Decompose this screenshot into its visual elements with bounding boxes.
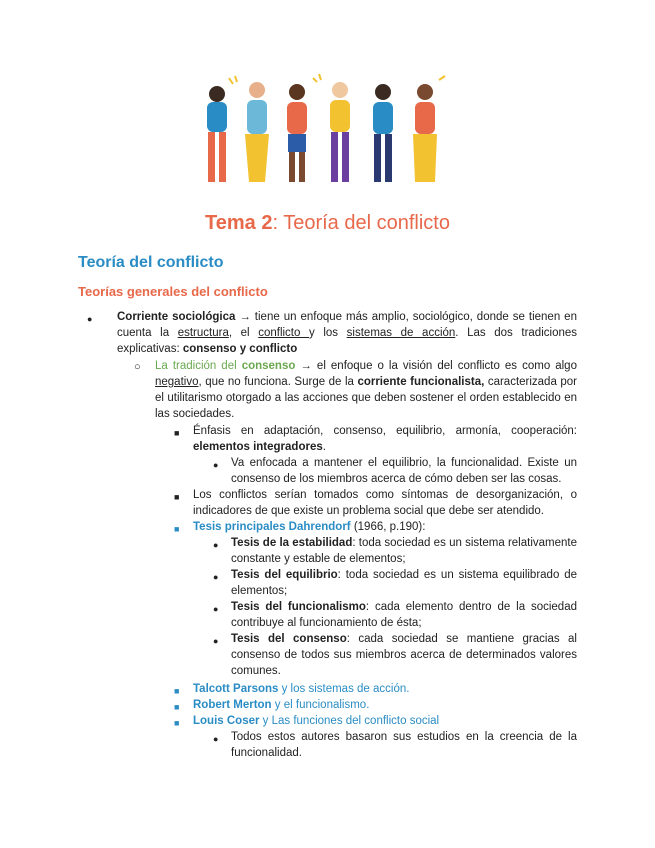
paragraph-merton: Robert Merton y el funcionalismo. (193, 699, 370, 711)
bullet-dot: ● (213, 734, 219, 744)
bullet-dot: ● (87, 314, 93, 324)
person-figure (413, 84, 437, 182)
bullet-dot: ● (213, 636, 219, 646)
bullet-square: ■ (174, 428, 180, 438)
bullet-dot: ● (213, 540, 219, 550)
person-figure (207, 86, 227, 182)
paragraph-parsons: Talcott Parsons y los sistemas de acción. (193, 683, 410, 695)
bullet-dot: ● (213, 460, 219, 470)
bullet-square: ■ (174, 718, 180, 728)
bullet-dot: ● (213, 604, 219, 614)
person-figure (373, 84, 393, 182)
bullet-circle: ○ (134, 361, 141, 373)
bullet-square: ■ (174, 524, 180, 534)
paragraph-equilibrio: Va enfocada a mantener el equilibrio, la funcionalidad. Existe un consenso de los miembros acerca de cómo deben ser las cosas. (231, 457, 577, 485)
person-figure (287, 84, 307, 182)
paragraph-tesis-consenso: Tesis del consenso: cada sociedad se mantiene gracias al consenso de todos sus miembros acerca de determinados valores comunes. (231, 633, 577, 677)
paragraph-tesis-equilibrio: Tesis del equilibrio: toda sociedad es un sistema equilibrado de elementos; (231, 569, 578, 597)
subsection-heading: Teorías generales del conflicto (78, 284, 268, 299)
paragraph-consenso: La tradición del consenso → el enfoque o la visión del conflicto es como algo negativo, que no funciona. Surge de la corriente funcionalista, caracterizada por el utilitarismo otorgado a las acciones que deben sostener el orden establecido en las sociedades. (155, 360, 577, 420)
paragraph-coser: Louis Coser y Las funciones del conflicto social (193, 715, 440, 727)
paragraph-tesis-dahrendorf: Tesis principales Dahrendorf (1966, p.190): (193, 521, 426, 533)
bullet-square: ■ (174, 686, 180, 696)
page-title: Tema 2: Teoría del conflicto (205, 212, 450, 234)
paragraph-conflictos: Los conflictos serían tomados como síntomas de desorganización, o indicadores de que existe un problema social que debe ser atendido. (193, 489, 577, 517)
person-figure (245, 82, 269, 182)
paragraph-enfasis: Énfasis en adaptación, consenso, equilibrio, armonía, cooperación: elementos integradores. (193, 425, 577, 453)
people-illustration (195, 72, 465, 190)
bullet-square: ■ (174, 702, 180, 712)
person-figure (330, 82, 350, 182)
paragraph-corriente: Corriente sociológica → tiene un enfoque más amplio, sociológico, donde se tienen en cuenta la estructura, el conflicto y los sistemas de acción. Las dos tradiciones explicativas: consenso y conflicto (117, 311, 578, 355)
paragraph-tesis-estabilidad: Tesis de la estabilidad: toda sociedad es un sistema relativamente constante y estable de elementos; (231, 537, 577, 565)
paragraph-tesis-funcionalismo: Tesis del funcionalismo: cada elemento dentro de la sociedad contribuye al funcionamiento de ésta; (231, 601, 577, 629)
bullet-dot: ● (213, 572, 219, 582)
section-heading: Teoría del conflicto (78, 254, 224, 271)
bullet-square: ■ (174, 492, 180, 502)
paragraph-autores: Todos estos autores basaron sus estudios en la creencia de la funcionalidad. (231, 731, 577, 759)
